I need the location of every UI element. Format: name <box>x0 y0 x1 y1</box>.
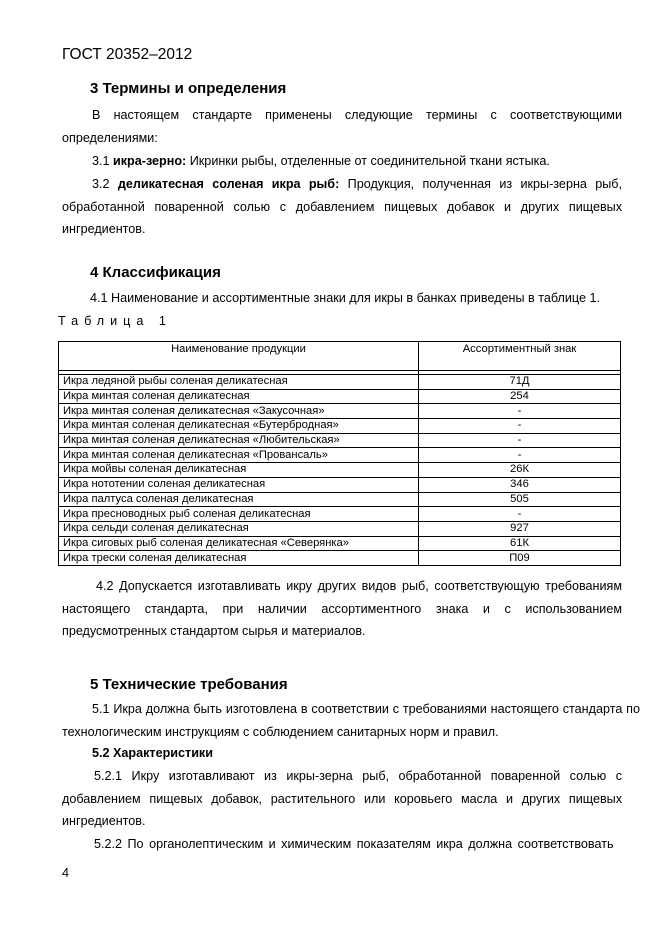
product-name-cell: Икра сельди соленая деликатесная <box>59 521 419 536</box>
product-name-cell: Икра трески соленая деликатесная <box>59 551 419 566</box>
table-row <box>59 477 621 492</box>
table-row <box>59 492 621 507</box>
term-3-1 <box>92 150 622 173</box>
document-header: ГОСТ 20352–2012 <box>62 46 193 63</box>
assortment-mark-cell: - <box>419 507 621 522</box>
section-5-heading: 5 Технические требования <box>90 676 288 693</box>
term-3-2-num: 3.2 <box>92 177 110 191</box>
product-name-cell: Икра минтая соленая деликатесная «Любительская» <box>59 433 419 448</box>
product-name-cell: Икра минтая соленая деликатесная «Закусочная» <box>59 404 419 419</box>
product-name-cell: Икра минтая соленая деликатесная «Бутербродная» <box>59 419 419 434</box>
table-row <box>59 419 621 434</box>
assortment-mark-cell: 71Д <box>419 375 621 390</box>
section-5-p1: 5.1 Икра должна быть изготовлена в соответствии с требованиями настоящего стандарта по технологическим инструкциям с соблюдением санитарных норм и правил. <box>62 702 640 739</box>
assortment-mark-cell: 26К <box>419 463 621 478</box>
assortment-mark-cell: П09 <box>419 551 621 566</box>
product-name-cell: Икра пресноводных рыб соленая деликатесная <box>59 507 419 522</box>
table-row <box>59 433 621 448</box>
product-name-cell: Икра минтая соленая деликатесная <box>59 389 419 404</box>
term-3-2-def: Продукция, полученная из икры-зерна рыб, обработанной поваренной солью с добавлением пищевых добавок и других пищевых ингредиентов. <box>62 177 623 236</box>
table-row <box>59 375 621 390</box>
table-row <box>59 551 621 566</box>
product-name-cell: Икра нототении соленая деликатесная <box>59 477 419 492</box>
product-name-cell: Икра ледяной рыбы соленая деликатесная <box>59 375 419 390</box>
product-name-cell: Икра палтуса соленая деликатесная <box>59 492 419 507</box>
table-row <box>59 521 621 536</box>
assortment-mark-cell: - <box>419 433 621 448</box>
product-name-cell: Икра мойвы соленая деликатесная <box>59 463 419 478</box>
assortment-mark-cell: 505 <box>419 492 621 507</box>
section-5-p2: 5.2.1 Икру изготавливают из икры-зерна рыб, обработанной поваренной солью с добавлением пищевых добавок, растительного или коровьего масла и других пищевых ингредиентов. <box>62 769 622 828</box>
assortment-mark-cell: 254 <box>419 389 621 404</box>
section-4-p1: 4.1 Наименование и ассортиментные знаки для икры в банках приведены в таблице 1. <box>90 291 600 305</box>
section-4-p2: 4.2 Допускается изготавливать икру других видов рыб, соответствующую требованиям настоящего стандарта, при наличии ассортиментного знака и с использованием предусмотренных стандартом сырья и материалов. <box>62 579 622 638</box>
term-3-1-num: 3.1 <box>92 154 110 168</box>
table-row <box>59 507 621 522</box>
assortment-mark-cell: 61К <box>419 536 621 551</box>
table-row <box>59 389 621 404</box>
product-table <box>58 341 621 566</box>
page-number: 4 <box>62 866 70 880</box>
product-name-cell: Икра минтая соленая деликатесная «Провансаль» <box>59 448 419 463</box>
term-3-2-term: деликатесная соленая икра рыб: <box>117 177 340 191</box>
assortment-mark-cell: 346 <box>419 477 621 492</box>
table-row <box>59 463 621 478</box>
assortment-mark-cell: - <box>419 404 621 419</box>
table-header-row <box>59 342 621 371</box>
col-header-name: Наименование продукции <box>59 342 419 371</box>
product-name-cell: Икра сиговых рыб соленая деликатесная «Северянка» <box>59 536 419 551</box>
section-4-heading: 4 Классификация <box>90 264 221 281</box>
col-header-mark: Ассортиментный знак <box>419 342 621 371</box>
section-3-intro: В настоящем стандарте применены следующие термины с соответствующими определениями: <box>62 108 622 145</box>
table-caption: Таблица 1 <box>58 314 172 328</box>
assortment-mark-cell: 927 <box>419 521 621 536</box>
table-row <box>59 448 621 463</box>
term-3-1-term: икра-зерно: <box>113 154 187 168</box>
table-row <box>59 404 621 419</box>
term-3-1-def: Икринки рыбы, отделенные от соединительной ткани ястыка. <box>189 154 550 168</box>
section-3-heading: 3 Термины и определения <box>90 80 287 97</box>
assortment-mark-cell: - <box>419 419 621 434</box>
section-5-2-heading: 5.2 Характеристики <box>92 746 213 760</box>
assortment-mark-cell: - <box>419 448 621 463</box>
table-row <box>59 536 621 551</box>
section-5-p3: 5.2.2 По органолептическим и химическим показателям икра должна соответствовать <box>94 837 614 851</box>
term-3-2 <box>62 173 622 241</box>
